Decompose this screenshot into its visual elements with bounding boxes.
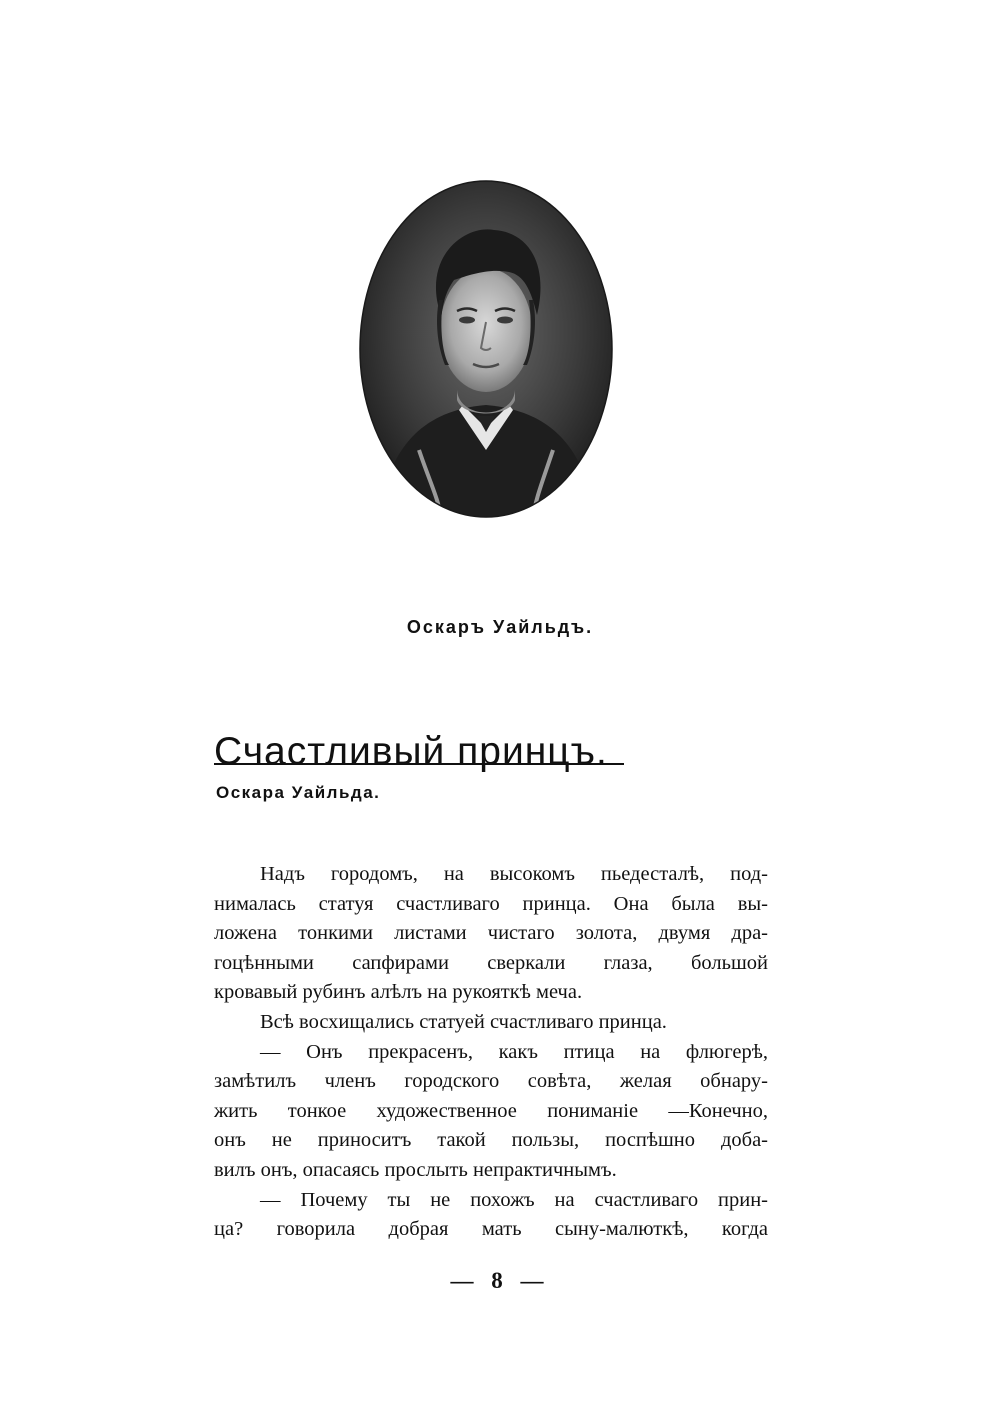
story-text bbox=[214, 860, 768, 1245]
page-number: — 8 — bbox=[450, 1268, 550, 1293]
text-line: гоцѣнными сапфирами сверкали глаза, большой bbox=[214, 951, 768, 974]
text-line: Надъ городомъ, на высокомъ пьедесталѣ, под- bbox=[260, 863, 768, 885]
text-line: — Онъ прекрасенъ, какъ птица на флюгерѣ, bbox=[260, 1040, 768, 1063]
story-title: Счастливый принцъ. bbox=[214, 730, 608, 774]
text-line: ца? говорила добрая мать сыну-малюткѣ, когда bbox=[214, 1218, 768, 1241]
text-line: жить тонкое художественное пониманіе —Конечно, bbox=[214, 1099, 768, 1122]
title-underline bbox=[214, 763, 624, 765]
author-portrait bbox=[359, 180, 613, 518]
story-byline: Оскара Уайльда. bbox=[216, 783, 381, 802]
text-line: Всѣ восхищались статуей счастливаго принца. bbox=[260, 1010, 667, 1033]
paragraph bbox=[214, 860, 768, 1008]
text-line: вилъ онъ, опасаясь прослыть непрактичнымъ. bbox=[214, 1158, 617, 1181]
text-line: нималась статуя счастливаго принца. Она была вы- bbox=[214, 892, 768, 915]
paragraph bbox=[214, 1186, 768, 1245]
paragraph bbox=[214, 1038, 768, 1186]
text-line: онъ не приноситъ такой пользы, поспѣшно доба- bbox=[214, 1129, 768, 1152]
text-line: замѣтилъ членъ городского совѣта, желая обнару- bbox=[214, 1070, 768, 1093]
portrait-caption: Оскаръ Уайльдъ. bbox=[406, 617, 594, 637]
text-line: кровавый рубинъ алѣлъ на рукояткѣ меча. bbox=[214, 981, 583, 1004]
text-line: ложена тонкими листами чистаго золота, двумя дра- bbox=[214, 922, 768, 945]
text-line: — Почему ты не похожъ на счастливаго прин- bbox=[260, 1188, 768, 1211]
paragraph bbox=[214, 1008, 768, 1038]
